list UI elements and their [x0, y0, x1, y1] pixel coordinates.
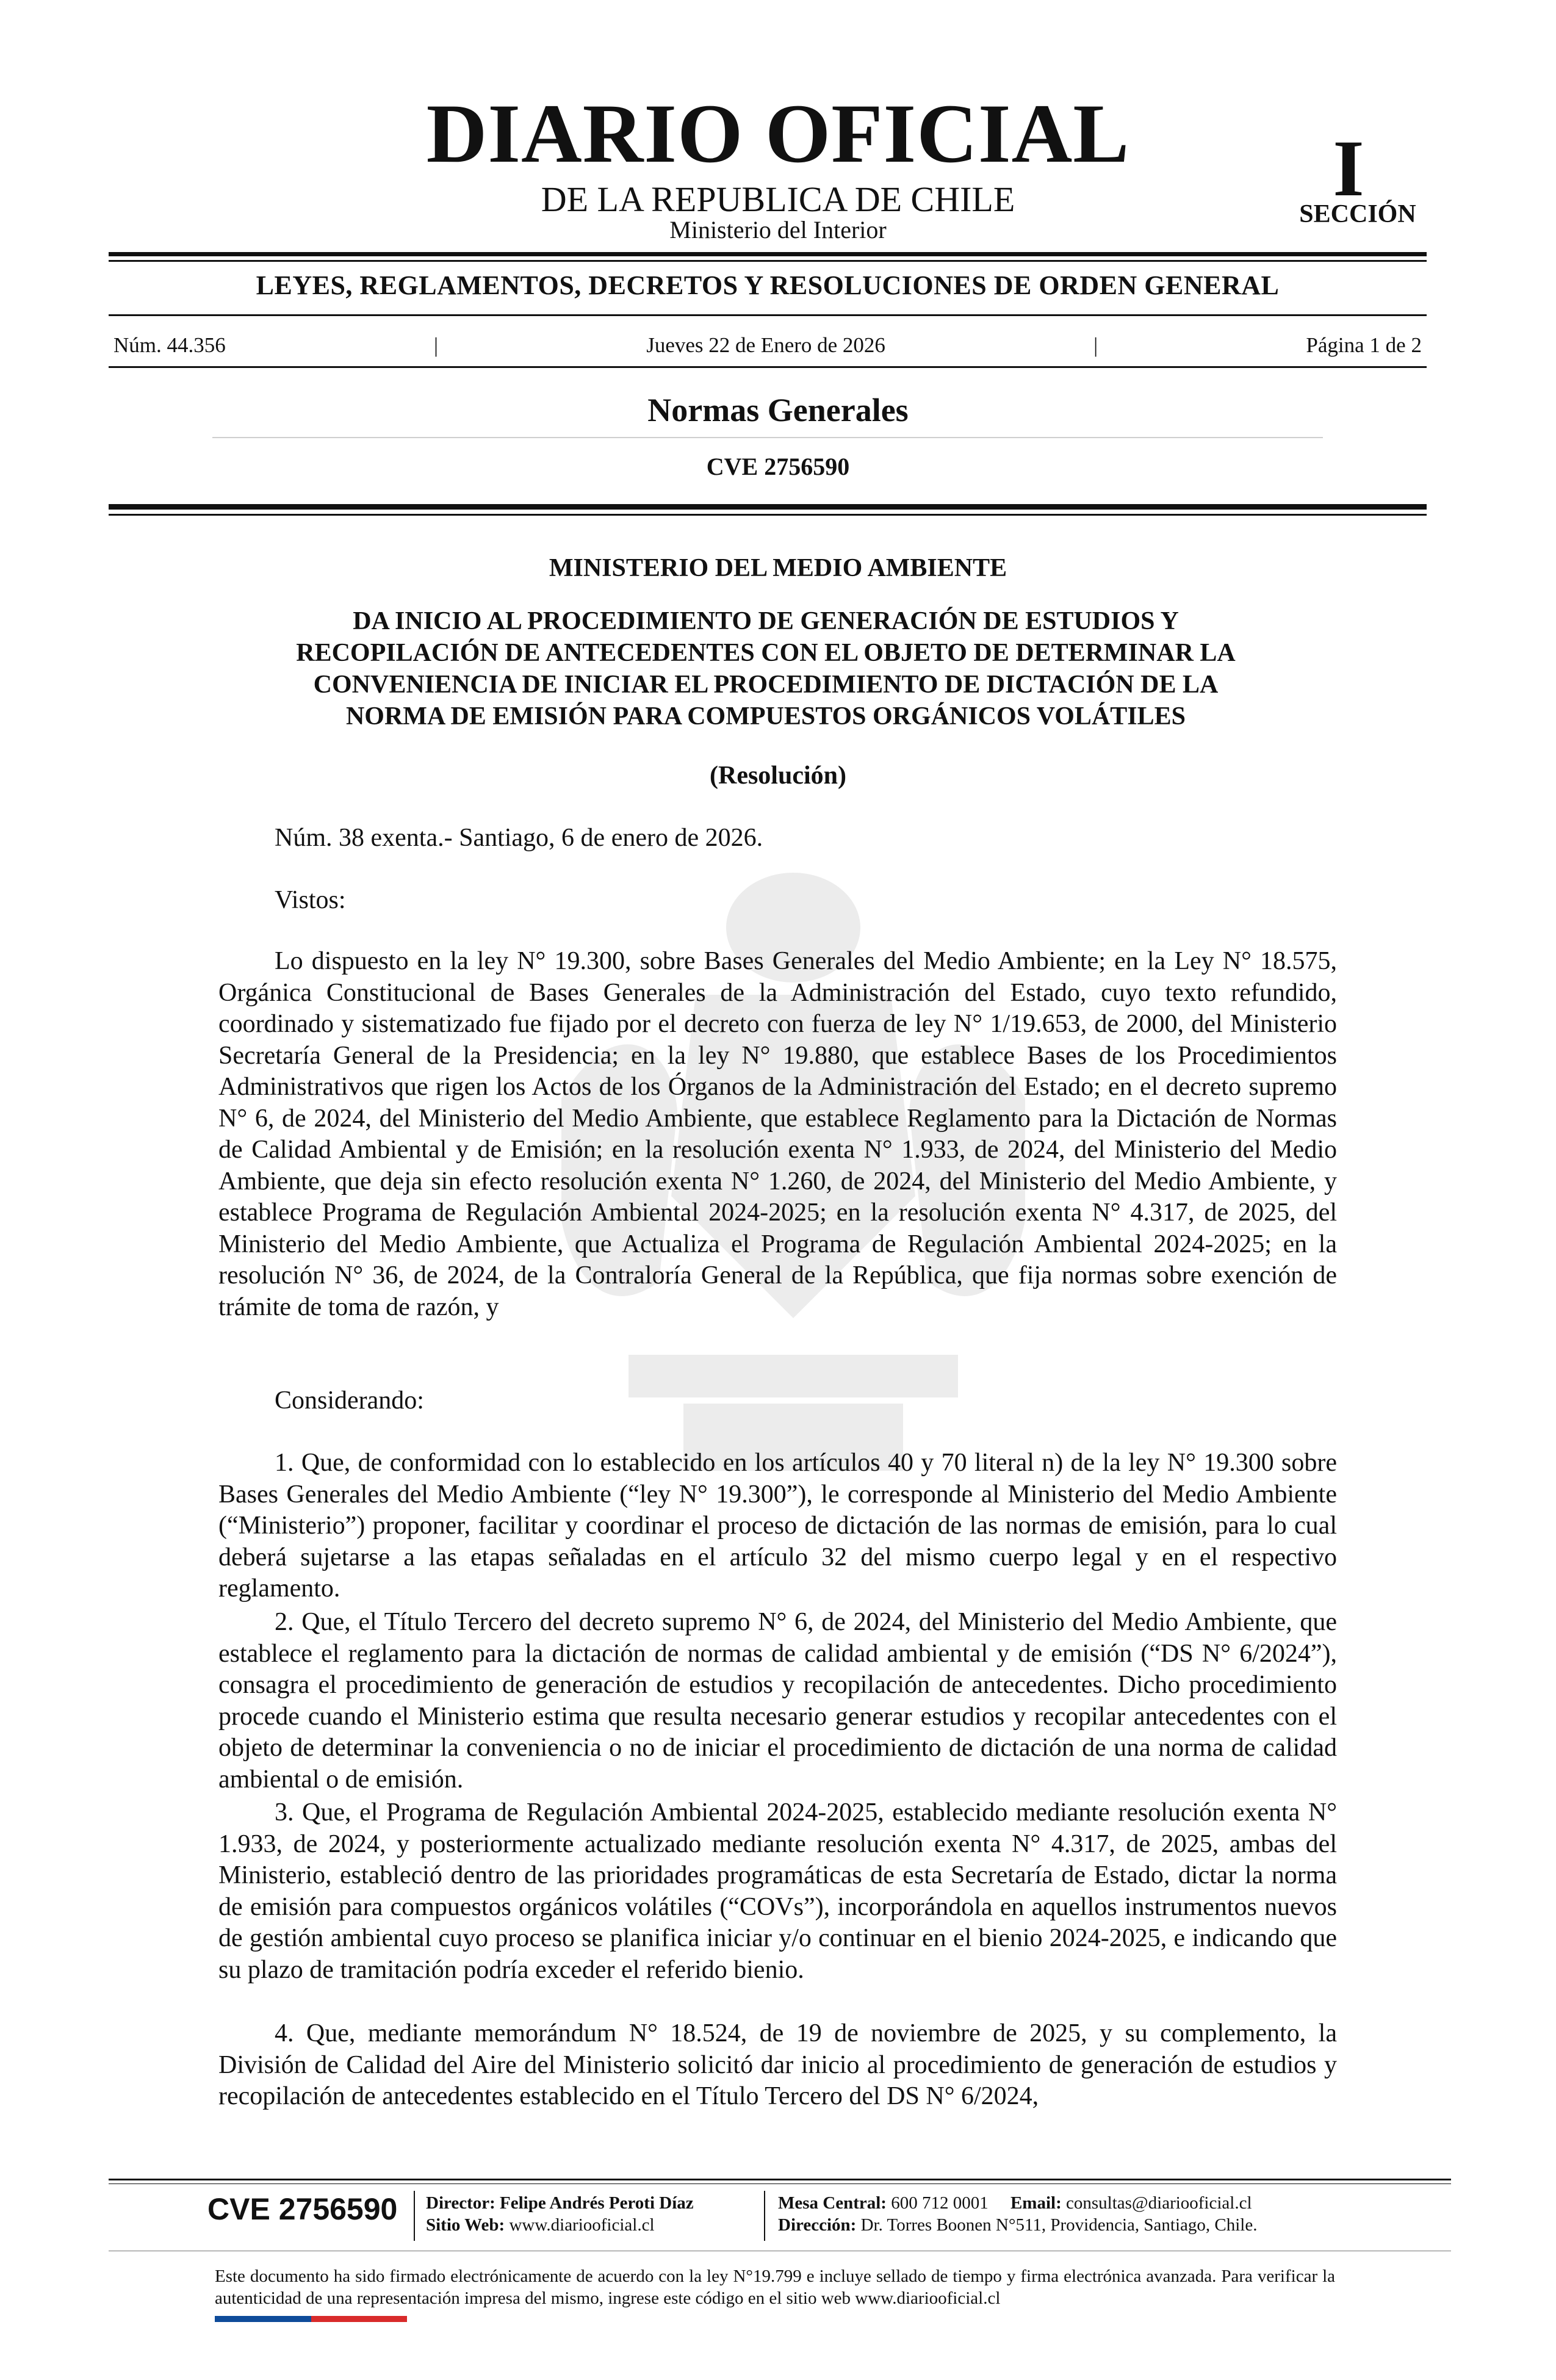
vistos-paragraph: Lo dispuesto en la ley N° 19.300, sobre Bases Generales del Medio Ambiente; en la Ley N° 18.575, Orgánica Constitucional de Bases Generales de la Administración del Estado, cuyo texto refundido, coordinado y sistematizado fue fijado por el decreto con fuerza de ley N° 1/19.653, de 2000, del Ministerio Secretaría General de la Presidencia; en la ley N° 19.880, que establece Bases de los Procedimientos Administrativos que rigen los Actos de los Órganos de la Administración del Estado; en el decreto supremo N° 6, de 2024, del Ministerio del Medio Ambiente, que establece Reglamento para la Dictación de Normas de Calidad Ambiental y de Emisión; en la resolución exenta N° 1.933, de 2024, del Ministerio del Medio Ambiente, que deja sin efecto resolución exenta N° 1.260, de 2024, del Ministerio del Medio Ambiente, y establece Programa de Regulación Ambiental 2024-2025; en la resolución exenta N° 4.317, de 2025, del Ministerio del Medio Ambiente, que Actualiza el Programa de Regulación Ambiental 2024-2025; en la resolución N° 36, de 2024, de la Contraloría General de la República, que fija normas sobre exención de trámite de toma de razón, y [218, 947, 1337, 1321]
vistos-label: Vistos: [275, 886, 346, 914]
address-label: Dirección: [778, 2215, 857, 2235]
title-line: DA INICIO AL PROCEDIMIENTO DE GENERACIÓN DE ESTUDIOS Y [353, 607, 1179, 635]
phone-label: Mesa Central: [778, 2193, 887, 2213]
considerando-paragraph: 1. Que, de conformidad con lo establecido en los artículos 40 y 70 literal n) de la ley N° 19.300 sobre Bases Generales del Medio Ambiente (“ley N° 19.300”), le corresponde al Ministerio del Medio Ambiente (“Ministerio”) proponer, facilitar y coordinar el proceso de dictación de las normas de emisión, para lo cual deberá sujetarse a las etapas señaladas en el artículo 32 del mismo cuerpo legal y en el respectivo reglamento. [218, 1449, 1337, 1603]
header-bottom-rule [109, 504, 1427, 510]
considerando-paragraph: 4. Que, mediante memorándum N° 18.524, de 19 de noviembre de 2025, y su complemento, la División de Calidad del Aire del Ministerio solicitó dar inicio al procedimiento de generación de estudios y recopilación de antecedentes establecido en el Título Tercero del DS N° 6/2024, [218, 2019, 1337, 2110]
publisher-ministry: Ministerio del Interior [669, 216, 887, 243]
footer-separator [764, 2191, 765, 2241]
section-heading: Normas Generales [647, 392, 909, 428]
laws-banner: LEYES, REGLAMENTOS, DECRETOS Y RESOLUCIONES DE ORDEN GENERAL [256, 270, 1280, 300]
section-number: I [1333, 123, 1364, 213]
footer-address [778, 2214, 1257, 2236]
info-separator: | [1093, 333, 1098, 357]
issue-number: Núm. 44.356 [113, 333, 226, 357]
header-bottom-rule-thin [109, 514, 1427, 516]
newspaper-subtitle: DE LA REPUBLICA DE CHILE [541, 179, 1015, 219]
issuing-ministry: MINISTERIO DEL MEDIO AMBIENTE [549, 554, 1007, 582]
document-type: (Resolución) [710, 762, 846, 790]
flag-blue-segment [215, 2316, 311, 2322]
masthead-rule [109, 252, 1427, 256]
director-name: Felipe Andrés Peroti Díaz [500, 2193, 694, 2213]
info-separator: | [433, 333, 438, 357]
footer-rule-thin [109, 2183, 1451, 2184]
footer-cve-code: CVE 2756590 [207, 2192, 398, 2226]
masthead-rule-thin [109, 260, 1427, 262]
resolution-number: Núm. 38 exenta.- Santiago, 6 de enero de 2026. [275, 824, 763, 852]
divider [212, 437, 1323, 438]
divider [109, 314, 1427, 316]
cve-code: CVE 2756590 [706, 453, 850, 480]
divider [109, 366, 1427, 368]
issue-date: Jueves 22 de Enero de 2026 [646, 333, 885, 357]
website-label: Sitio Web: [426, 2215, 505, 2235]
email-link[interactable]: consultas@diariooficial.cl [1066, 2193, 1252, 2213]
considerando-label: Considerando: [275, 1387, 424, 1415]
document-title [201, 605, 1330, 732]
page-indicator: Página 1 de 2 [1306, 333, 1422, 357]
flag-red-segment [311, 2316, 407, 2322]
footer-director [426, 2192, 694, 2214]
flag-color-bar [215, 2316, 407, 2322]
footer-rule [109, 2179, 1451, 2180]
address-value: Dr. Torres Boonen N°511, Providencia, Santiago, Chile. [860, 2215, 1258, 2235]
title-line: RECOPILACIÓN DE ANTECEDENTES CON EL OBJETO DE DETERMINAR LA [296, 639, 1236, 667]
footer-contact [778, 2192, 1252, 2214]
issue-info-row [113, 334, 1422, 356]
website-link[interactable]: www.diariooficial.cl [509, 2215, 655, 2235]
director-label: Director: [426, 2193, 495, 2213]
newspaper-title: DIARIO OFICIAL [426, 87, 1130, 180]
signature-notice: Este documento ha sido firmado electrónicamente de acuerdo con la ley N°19.799 e incluye sellado de tiempo y firma electrónica avanzada. Para verificar la autenticidad de una representación impresa del mismo, ingrese este código en el sitio web www.diariooficial.cl [215, 2266, 1335, 2308]
title-line: CONVENIENCIA DE INICIAR EL PROCEDIMIENTO DE DICTACIÓN DE LA [313, 671, 1219, 699]
footer-website [426, 2214, 655, 2236]
section-label: SECCIÓN [1299, 200, 1416, 228]
considerando-paragraph: 2. Que, el Título Tercero del decreto supremo N° 6, de 2024, del Ministerio del Medio Ambiente, que establece el reglamento para la dictación de normas de calidad ambiental y de emisión (“DS N° 6/2024”), consagra el procedimiento de generación de estudios y recopilación de antecedentes. Dicho procedimiento procede cuando el Ministerio estima que resulta necesario generar estudios y recopilar antecedentes con el objeto de determinar la conveniencia o no de iniciar el procedimiento de dictación de una norma de calidad ambiental o de emisión. [218, 1608, 1337, 1794]
phone-number: 600 712 0001 [891, 2193, 989, 2213]
considerando-paragraph: 3. Que, el Programa de Regulación Ambiental 2024-2025, establecido mediante resolución exenta N° 1.933, de 2024, y posteriormente actualizado mediante resolución exenta N° 4.317, de 2025, ambas del Ministerio, estableció dentro de las prioridades programáticas de esta Secretaría de Estado, dictar la norma de emisión para compuestos orgánicos volátiles (“COVs”), incorporándola en aquellos instrumentos nuevos de gestión ambiental cuyo proceso se planifica iniciar y/o continuar en el bienio 2024-2025, e indicando que su plazo de tramitación podría exceder el referido bienio. [218, 1798, 1337, 1984]
title-line: NORMA DE EMISIÓN PARA COMPUESTOS ORGÁNICOS VOLÁTILES [345, 702, 1186, 730]
email-label: Email: [1010, 2193, 1062, 2213]
footer-separator [414, 2191, 415, 2241]
